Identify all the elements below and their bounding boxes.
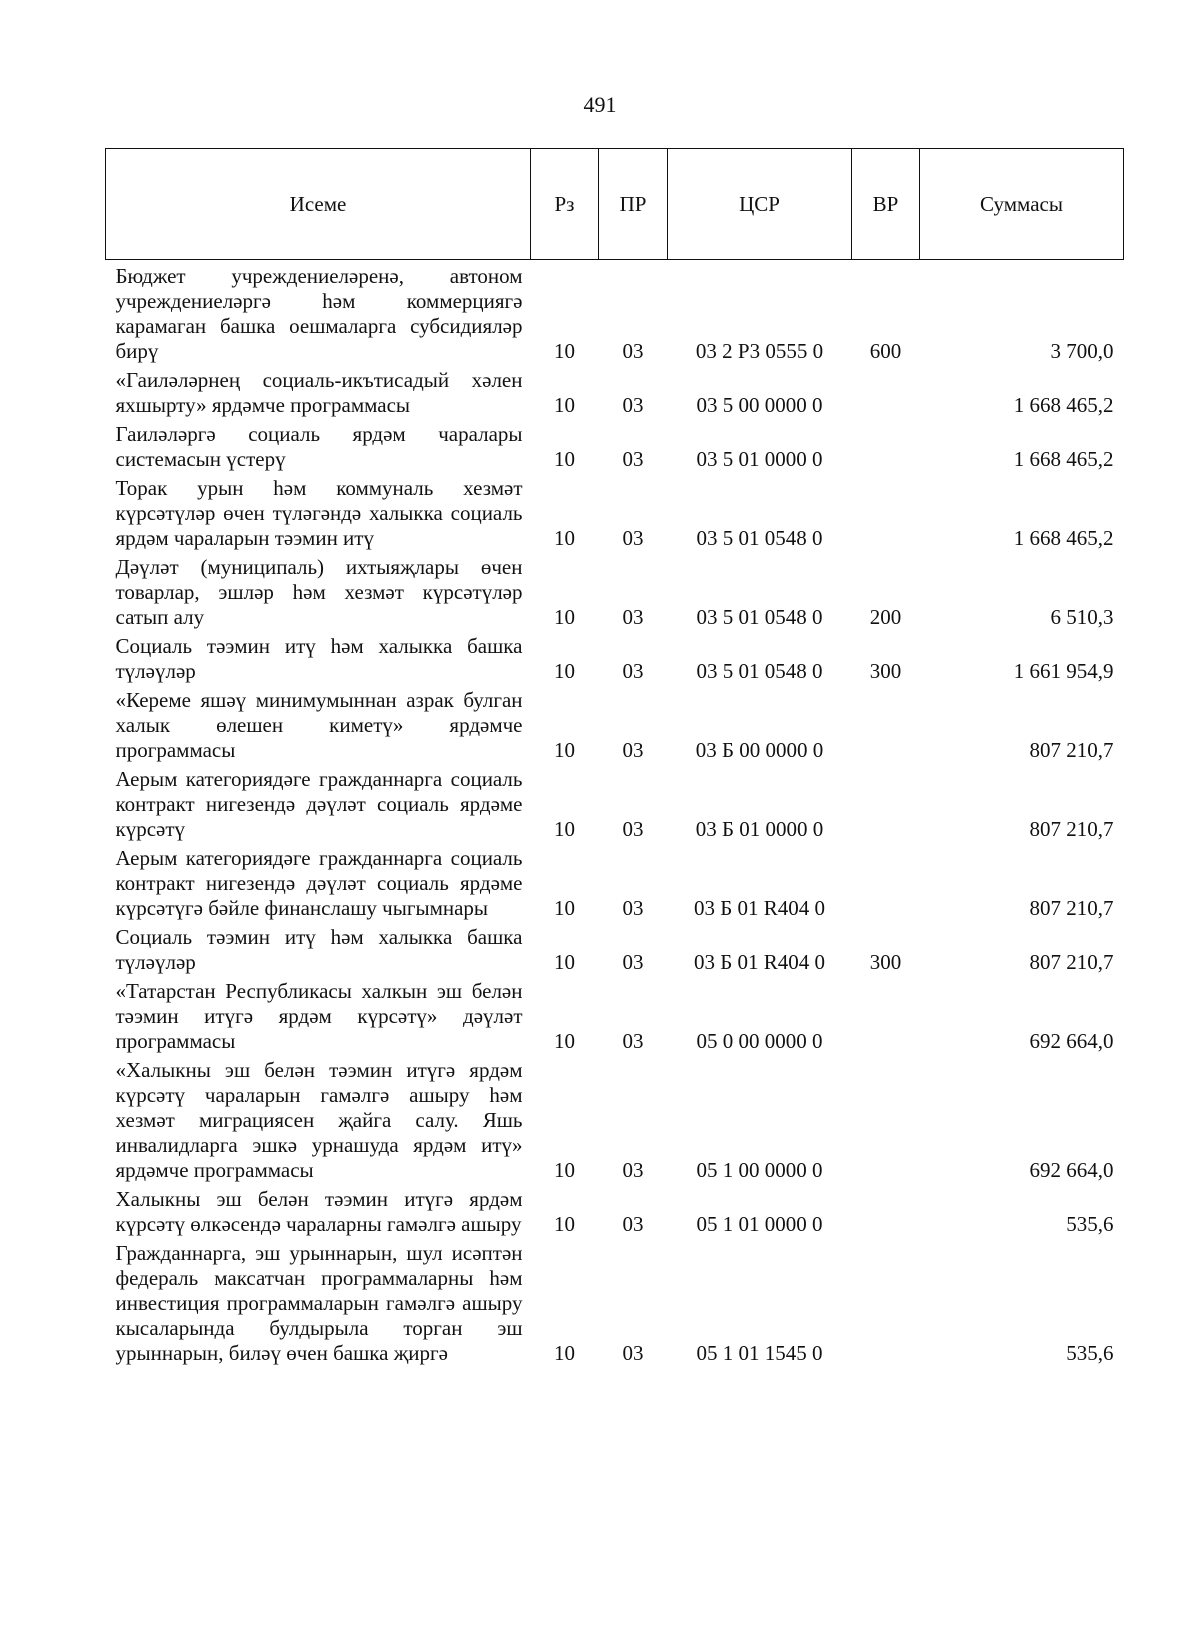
table-row xyxy=(106,1241,1124,1370)
row-csr: 03 Б 01 R404 0 xyxy=(693,950,826,974)
row-rz: 10 xyxy=(554,1341,575,1365)
row-rz: 10 xyxy=(554,738,575,762)
table-row xyxy=(106,368,1124,422)
row-vr xyxy=(852,476,920,555)
row-pr: 03 xyxy=(622,950,644,974)
row-sum: 6 510,3 xyxy=(1050,605,1114,629)
row-sum: 807 210,7 xyxy=(1029,817,1114,841)
row-name: «Татарстан Республикасы халкын эш белән тәэмин итүгә ярдәм күрсәтү» дәүләт программасы xyxy=(115,979,523,1053)
row-pr: 03 xyxy=(622,896,644,920)
row-name: Торак урын һәм коммуналь хезмәт күрсәтүләр өчен түләгәндә халыкка социаль ярдәм чараларын тәэмин итү xyxy=(115,476,523,550)
row-rz: 10 xyxy=(554,817,575,841)
row-name: Социаль тәэмин итү һәм халыкка башка түләүләр xyxy=(115,634,523,683)
row-vr xyxy=(852,979,920,1058)
table-row xyxy=(106,979,1124,1058)
table-row xyxy=(106,260,1124,369)
row-name: Бюджет учреждениеләренә, автоном учреждениеләргә һәм коммерциягә карамаган башка оешмаларга субсидияләр бирү xyxy=(115,264,523,363)
row-sum: 535,6 xyxy=(1066,1212,1114,1236)
row-name: «Кереме яшәү минимумыннан азрак булган халык өлешен киметү» ярдәмче программасы xyxy=(115,688,523,762)
table-body xyxy=(106,260,1124,1371)
row-name: Гаиләләргә социаль ярдәм чаралары системасын үстерү xyxy=(115,422,523,471)
row-sum: 807 210,7 xyxy=(1029,950,1114,974)
row-name: «Гаиләләрнең социаль-икътисадый хәлен яхшырту» ярдәмче программасы xyxy=(115,368,523,417)
row-name: Гражданнарга, эш урыннарын, шул исәптән федераль максатчан программаларны һәм инвестиция программаларын гамәлгә ашыру кысаларында булдырыла торган эш урыннарын, биләү өчен башка җиргә xyxy=(115,1241,523,1365)
table-row xyxy=(106,476,1124,555)
row-pr: 03 xyxy=(622,339,644,363)
row-rz: 10 xyxy=(554,1158,575,1182)
table-row xyxy=(106,1058,1124,1187)
row-vr: 200 xyxy=(869,605,902,629)
header-sum: Суммасы xyxy=(920,149,1124,260)
row-csr: 05 1 01 0000 0 xyxy=(696,1212,823,1236)
row-vr xyxy=(852,1241,920,1370)
row-vr xyxy=(852,1187,920,1241)
row-rz: 10 xyxy=(554,950,575,974)
row-csr: 05 0 00 0000 0 xyxy=(696,1029,823,1053)
table-row xyxy=(106,422,1124,476)
table-row xyxy=(106,555,1124,634)
table-row xyxy=(106,688,1124,767)
row-rz: 10 xyxy=(554,896,575,920)
row-pr: 03 xyxy=(622,738,644,762)
row-csr: 03 2 Р3 0555 0 xyxy=(695,339,824,363)
table-row xyxy=(106,767,1124,846)
row-csr: 05 1 01 1545 0 xyxy=(696,1341,823,1365)
row-vr xyxy=(852,422,920,476)
row-csr: 03 5 01 0548 0 xyxy=(696,659,823,683)
row-name: Аерым категориядәге гражданнарга социаль контракт нигезендә дәүләт социаль ярдәме күрсәтү xyxy=(115,767,523,841)
row-pr: 03 xyxy=(622,1029,644,1053)
row-rz: 10 xyxy=(554,605,575,629)
row-pr: 03 xyxy=(622,1212,644,1236)
row-vr xyxy=(852,846,920,925)
row-name: Социаль тәэмин итү һәм халыкка башка түләүләр xyxy=(115,925,523,974)
row-csr: 03 Б 00 0000 0 xyxy=(695,738,824,762)
row-rz: 10 xyxy=(554,1212,575,1236)
row-pr: 03 xyxy=(622,447,644,471)
row-csr: 03 Б 01 R404 0 xyxy=(693,896,826,920)
row-sum: 692 664,0 xyxy=(1029,1158,1114,1182)
row-vr: 300 xyxy=(869,659,902,683)
budget-table xyxy=(105,148,1124,1370)
page-number: 491 xyxy=(583,92,617,117)
table-row xyxy=(106,846,1124,925)
header-name: Исеме xyxy=(106,149,531,260)
row-pr: 03 xyxy=(622,659,644,683)
table-row xyxy=(106,925,1124,979)
row-rz: 10 xyxy=(554,659,575,683)
row-csr: 03 5 01 0548 0 xyxy=(696,605,823,629)
header-rz: Рз xyxy=(531,149,599,260)
row-vr xyxy=(852,368,920,422)
row-rz: 10 xyxy=(554,393,575,417)
row-sum: 1 661 954,9 xyxy=(1013,659,1114,683)
row-csr: 03 5 01 0000 0 xyxy=(696,447,823,471)
row-rz: 10 xyxy=(554,1029,575,1053)
row-pr: 03 xyxy=(622,817,644,841)
row-vr: 300 xyxy=(869,950,902,974)
row-sum: 807 210,7 xyxy=(1029,896,1114,920)
row-sum: 692 664,0 xyxy=(1029,1029,1114,1053)
row-csr: 03 5 01 0548 0 xyxy=(696,526,823,550)
row-vr: 600 xyxy=(869,339,902,363)
table-row xyxy=(106,634,1124,688)
row-vr xyxy=(852,767,920,846)
row-csr: 03 5 00 0000 0 xyxy=(696,393,823,417)
table-row xyxy=(106,1187,1124,1241)
row-sum: 1 668 465,2 xyxy=(1013,526,1114,550)
header-pr: ПР xyxy=(599,149,668,260)
row-sum: 3 700,0 xyxy=(1050,339,1114,363)
header-csr: ЦСР xyxy=(668,149,852,260)
row-sum: 807 210,7 xyxy=(1029,738,1114,762)
row-rz: 10 xyxy=(554,339,575,363)
row-name: Аерым категориядәге гражданнарга социаль контракт нигезендә дәүләт социаль ярдәме күрсәтүгә бәйле финанслашу чыгымнары xyxy=(115,846,523,920)
row-vr xyxy=(852,1058,920,1187)
row-csr: 05 1 00 0000 0 xyxy=(696,1158,823,1182)
row-pr: 03 xyxy=(622,605,644,629)
row-csr: 03 Б 01 0000 0 xyxy=(695,817,824,841)
row-pr: 03 xyxy=(622,1341,644,1365)
row-sum: 1 668 465,2 xyxy=(1013,447,1114,471)
row-name: «Халыкны эш белән тәэмин итүгә ярдәм күрсәтү чараларын гамәлгә ашыру һәм хезмәт миграциясен җайга салу. Яшь инвалидларга эшкә урнашуда ярдәм итү» ярдәмче программасы xyxy=(115,1058,523,1182)
row-pr: 03 xyxy=(622,393,644,417)
header-vr: ВР xyxy=(852,149,920,260)
row-pr: 03 xyxy=(622,526,644,550)
row-vr xyxy=(852,688,920,767)
row-rz: 10 xyxy=(554,526,575,550)
row-sum: 1 668 465,2 xyxy=(1013,393,1114,417)
row-name: Дәүләт (муниципаль) ихтыяҗлары өчен товарлар, эшләр һәм хезмәт күрсәтүләр сатып алу xyxy=(115,555,523,629)
row-sum: 535,6 xyxy=(1066,1341,1114,1365)
row-pr: 03 xyxy=(622,1158,644,1182)
table-header xyxy=(106,149,1124,260)
row-rz: 10 xyxy=(554,447,575,471)
row-name: Халыкны эш белән тәэмин итүгә ярдәм күрсәтү өлкәсендә чараларны гамәлгә ашыру xyxy=(115,1187,523,1236)
